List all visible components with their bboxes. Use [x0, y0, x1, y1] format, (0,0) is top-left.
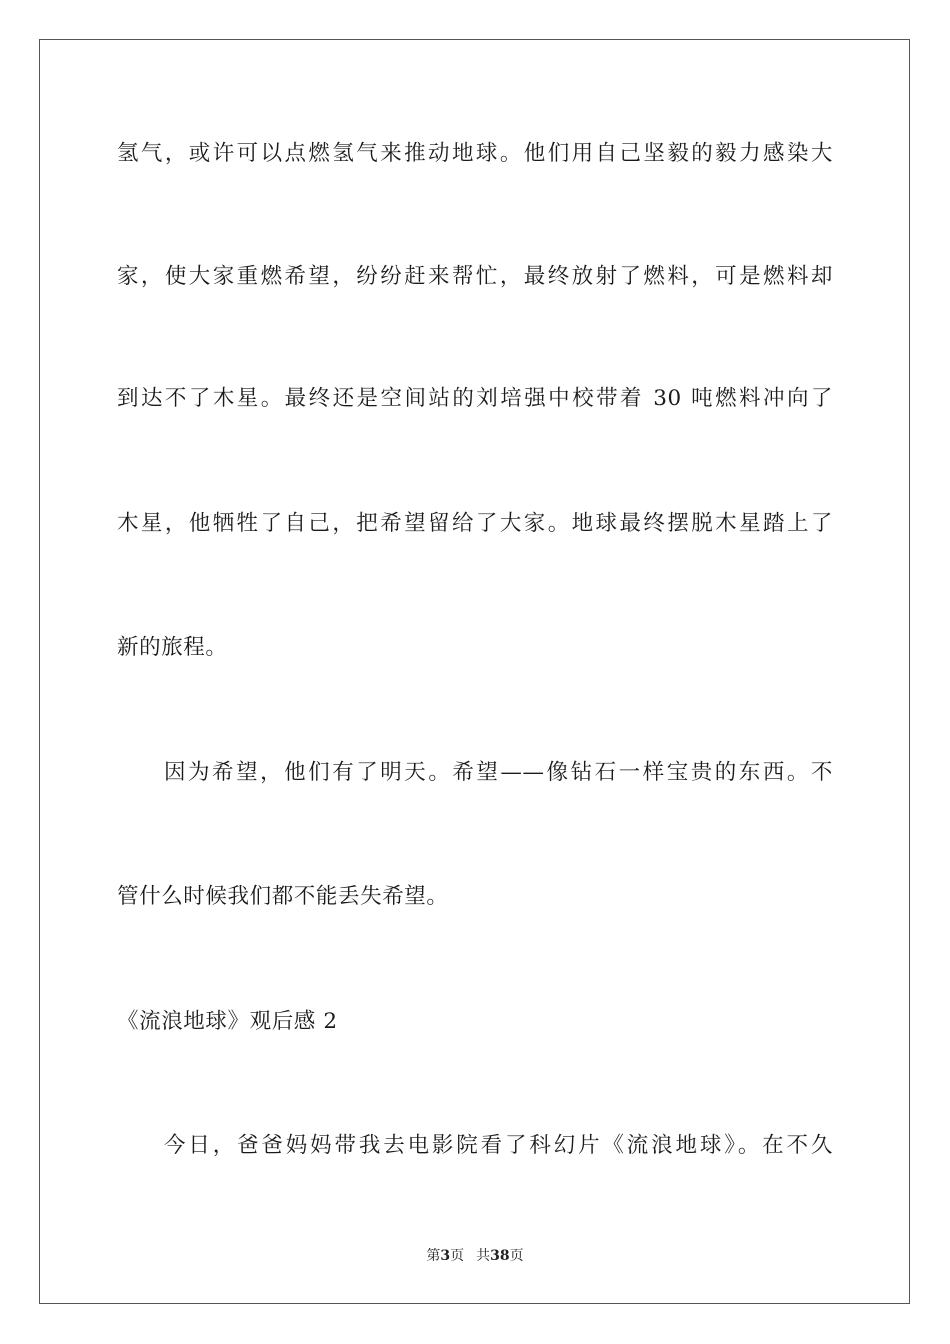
- body-text-line-3: 到达不了木星。最终还是空间站的刘培强中校带着 30 吨燃料冲向了: [117, 386, 833, 411]
- body-text-line-1: 氢气，或许可以点燃氢气来推动地球。他们用自己坚毅的毅力感染大: [117, 141, 833, 166]
- page-border: [39, 39, 910, 1304]
- footer-total-prefix: 共: [476, 1248, 491, 1264]
- body-text-line-9: 今日，爸爸妈妈带我去电影院看了科幻片《流浪地球》。在不久: [164, 1133, 833, 1158]
- footer-total-suffix: 页: [509, 1248, 524, 1264]
- body-text-line-6: 因为希望，他们有了明天。希望——像钻石一样宝贵的东西。不: [164, 760, 833, 785]
- body-text-line-2: 家，使大家重燃希望，纷纷赶来帮忙，最终放射了燃料，可是燃料却: [117, 264, 833, 289]
- section-heading: 《流浪地球》观后感 2: [117, 1009, 338, 1034]
- footer-page-prefix: 第: [426, 1248, 441, 1264]
- body-text-line-5: 新的旅程。: [117, 635, 228, 660]
- body-text-line-7: 管什么时候我们都不能丢失希望。: [117, 884, 449, 909]
- body-text-line-4: 木星，他牺牲了自己，把希望留给了大家。地球最终摆脱木星踏上了: [117, 511, 833, 536]
- footer-total-pages: 38: [490, 1248, 510, 1264]
- page-footer: [0, 1246, 950, 1266]
- footer-page-suffix: 页: [450, 1248, 465, 1264]
- footer-page-number: 3: [440, 1248, 451, 1264]
